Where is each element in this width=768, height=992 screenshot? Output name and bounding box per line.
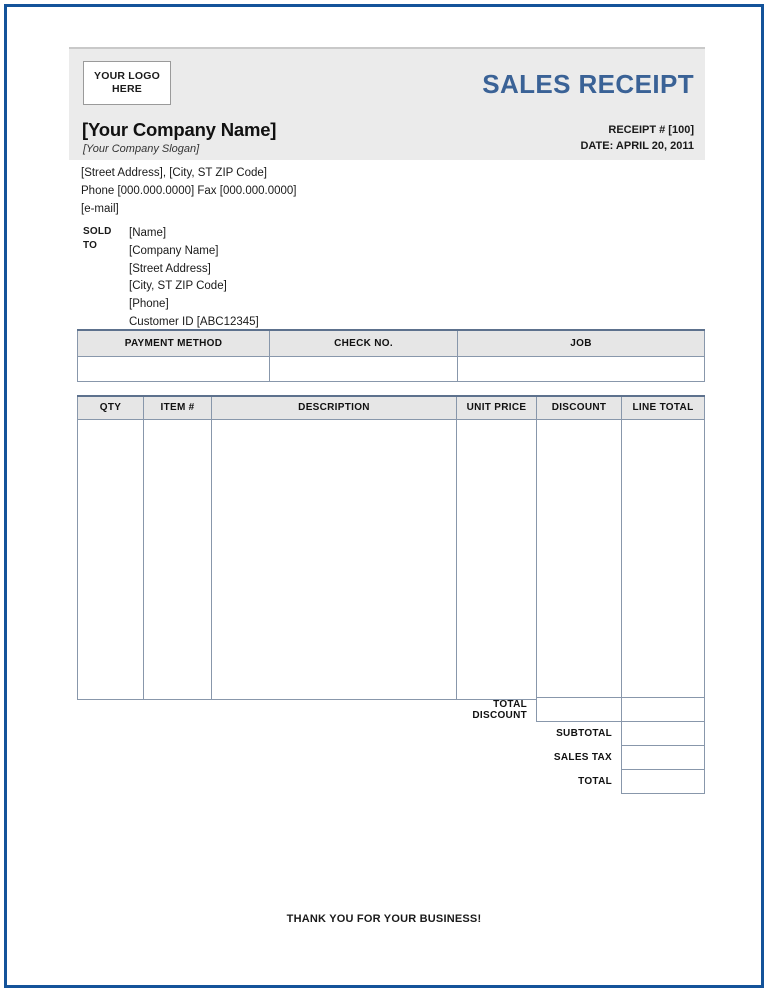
payment-header-payment-method: PAYMENT METHOD [78,330,270,356]
totals-row-total-discount [77,698,705,722]
totals-spacer [77,770,457,794]
company-name: [Your Company Name] [82,119,277,140]
company-address-line-3: [e-mail] [81,202,119,215]
totals-value-total-discount-secondary[interactable] [622,698,705,722]
totals-label-total-discount: TOTAL DISCOUNT [472,698,527,721]
items-header-line-total: LINE TOTAL [622,396,705,419]
receipt-date: DATE: APRIL 20, 2011 [580,139,694,152]
sold-to-block [83,225,259,332]
sold-to-lines [129,225,259,332]
totals-table [77,697,705,794]
payment-header-check-no: CHECK NO. [270,330,458,356]
sold-to-line: [Street Address] [129,262,211,275]
logo-text-line1: YOUR LOGO [94,69,160,82]
payment-method-field[interactable] [78,356,270,381]
receipt-sheet [7,7,761,985]
items-header-unit-price: UNIT PRICE [457,396,537,419]
payment-table-value-row [78,356,705,381]
receipt-meta [580,123,694,155]
sold-to-label-line2: TO [83,240,98,252]
payment-method-table [77,329,705,382]
items-cell-unit-price[interactable] [457,419,537,699]
sold-to-label [83,225,129,332]
logo-placeholder [83,61,171,105]
sold-to-line: [City, ST ZIP Code] [129,280,227,293]
items-header-item-no: ITEM # [144,396,212,419]
check-no-field[interactable] [270,356,458,381]
totals-value-subtotal[interactable] [622,722,705,746]
totals-row-total [77,770,705,794]
payment-table-header-row [78,330,705,356]
items-header-description: DESCRIPTION [212,396,457,419]
logo-text-line2: HERE [112,83,142,95]
company-address-line-2: Phone [000.000.0000] Fax [000.000.0000] [81,184,297,197]
sold-to-label-line1: SOLD [83,226,112,237]
line-items-table [77,395,705,700]
payment-header-job: JOB [458,330,705,356]
company-address-block [81,165,297,218]
sold-to-line: [Company Name] [129,244,219,257]
totals-label-subtotal: SUBTOTAL [556,728,612,740]
job-field[interactable] [458,356,705,381]
totals-spacer [77,722,457,746]
items-cell-description[interactable] [212,419,457,699]
items-table-body-row [78,419,705,699]
totals-spacer [457,770,537,794]
totals-spacer [77,746,457,770]
totals-value-total[interactable] [622,770,705,794]
totals-label-total: TOTAL [578,776,612,787]
totals-value-sales-tax[interactable] [622,746,705,770]
totals-row-sales-tax [77,746,705,770]
totals-row-subtotal [77,722,705,746]
receipt-number: RECEIPT # [100] [608,124,694,136]
page-frame [4,4,764,988]
sold-to-line: [Name] [129,227,167,239]
items-cell-discount[interactable] [537,419,622,699]
items-cell-qty[interactable] [78,419,144,699]
totals-label-sales-tax: SALES TAX [553,752,612,763]
receipt-header-band [69,47,705,160]
totals-spacer [457,722,537,746]
items-cell-line-total[interactable] [622,419,705,699]
page-title: SALES RECEIPT [482,69,694,99]
sold-to-line: [Phone] [129,298,169,311]
totals-spacer [457,746,537,770]
items-header-discount: DISCOUNT [537,396,622,419]
items-header-qty: QTY [78,396,144,419]
totals-value-total-discount[interactable] [537,698,622,722]
sold-to-line: Customer ID [ABC12345] [129,316,259,329]
items-cell-item-no[interactable] [144,419,212,699]
company-slogan: [Your Company Slogan] [83,143,200,155]
company-address-line-1: [Street Address], [City, ST ZIP Code] [81,167,267,179]
footer-thank-you-note: THANK YOU FOR YOUR BUSINESS! [286,913,482,925]
items-table-header-row [78,396,705,419]
totals-spacer [77,698,457,722]
